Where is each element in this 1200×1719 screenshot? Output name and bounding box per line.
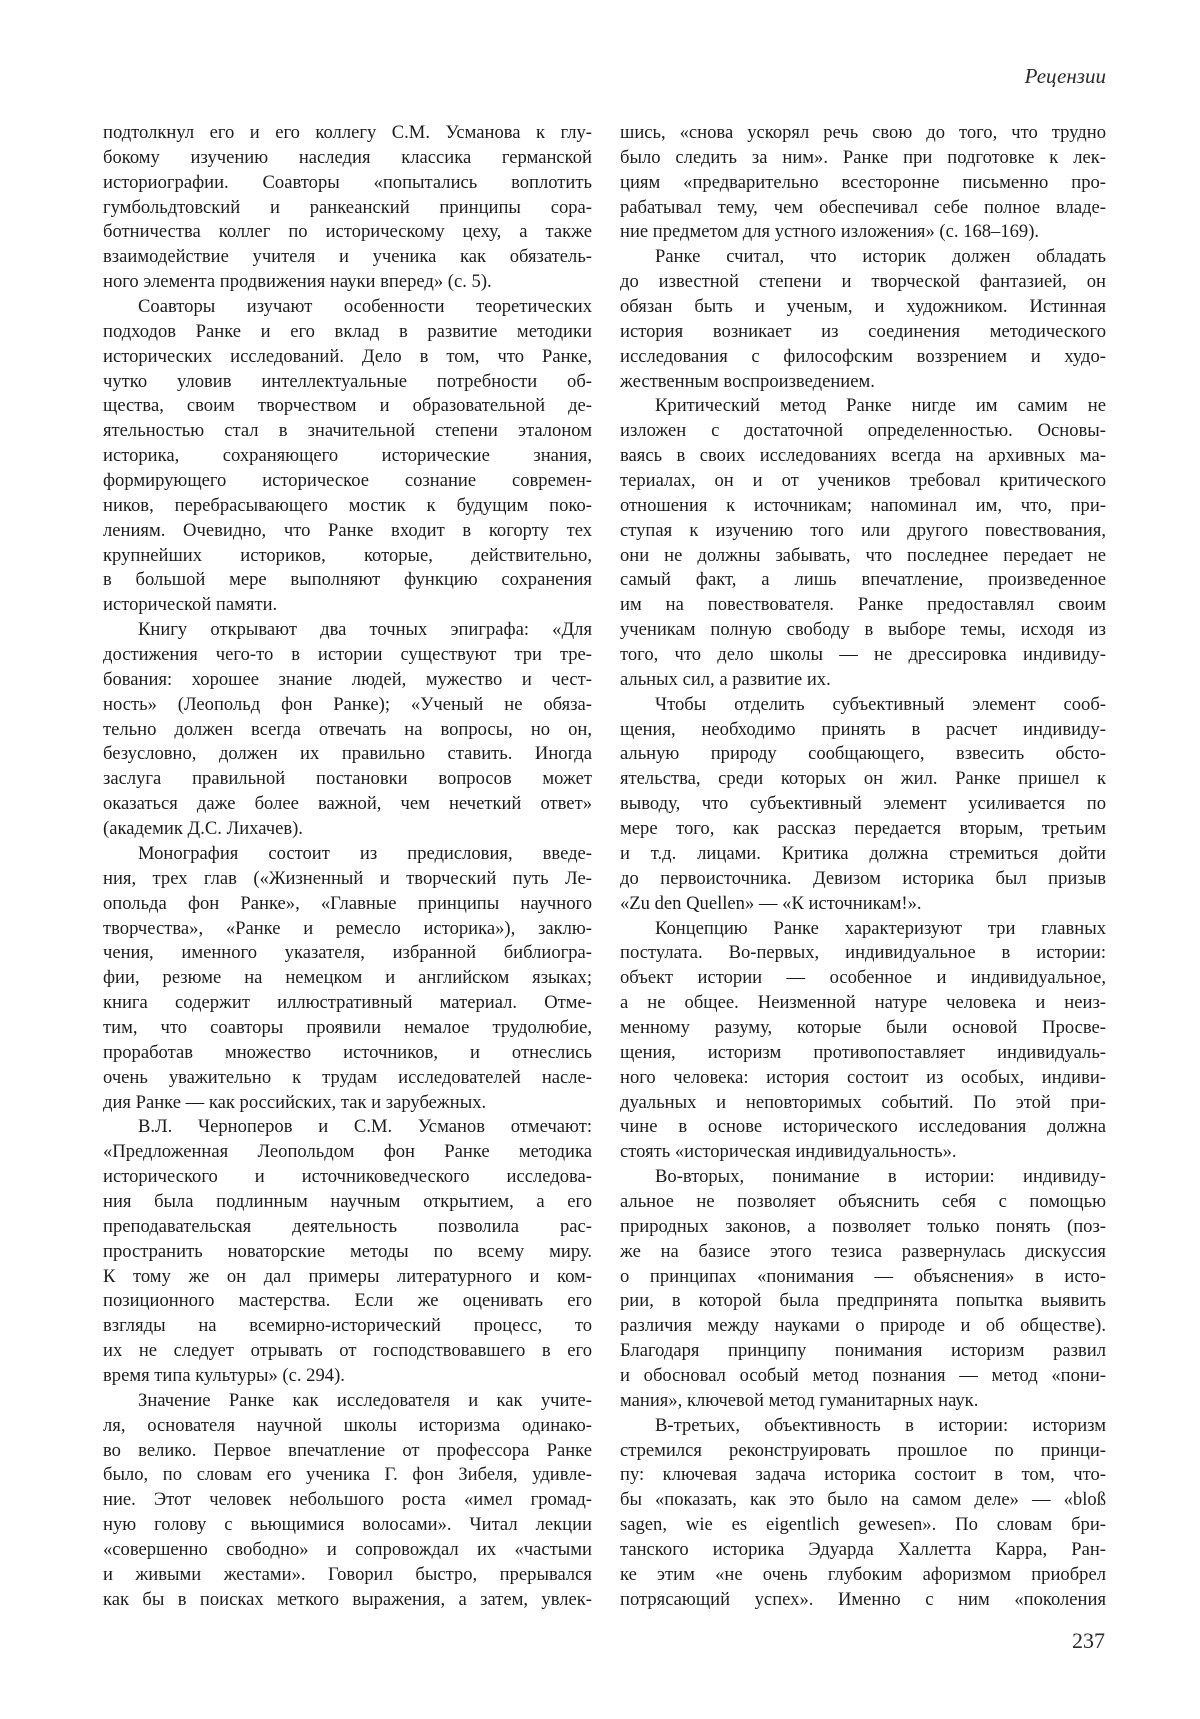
text-line: безусловно, должен их правильно ставить. Иногда	[103, 743, 592, 765]
text-line: sagen, wie es eigentlich gewesen». По словам бри-	[620, 1514, 1106, 1536]
text-line: до известной степени и творческой фантазией, он	[620, 271, 1106, 293]
text-line: пу: ключевая задача историка состоит в том, что-	[620, 1464, 1106, 1486]
text-line: взгляды на всемирно-исторический процесс, то	[103, 1315, 592, 1337]
text-line: ля, основателя научной школы историзма одинако-	[103, 1414, 592, 1436]
text-line: тим, что соавторы проявили немалое трудолюбие,	[103, 1016, 592, 1038]
text-line: фии, резюме на немецком и английском языках;	[103, 967, 592, 989]
text-line: заслуга правильной постановки вопросов может	[103, 768, 592, 790]
text-line: «Предложенная Леопольдом фон Ранке методика	[103, 1141, 592, 1163]
text-line: альную природу сообщающего, взвесить обсто-	[620, 743, 1106, 765]
text-line: ников, перебрасывающего мостик к будущим поко-	[103, 494, 592, 516]
paragraph	[620, 1414, 1106, 1613]
text-line: чения, именного указателя, избранной библиогра-	[103, 942, 592, 964]
paragraph	[103, 1389, 592, 1613]
paragraph	[103, 295, 592, 618]
text-line: до первоисточника. Девизом историка был призыв	[620, 867, 1106, 889]
text-line: ного человека: история состоит из особых, индиви-	[620, 1066, 1106, 1088]
text-line: же на базисе этого тезиса развернулась дискуссия	[620, 1240, 1106, 1262]
text-line: изложен с достаточной определенностью. Основы-	[620, 420, 1106, 442]
column-right	[620, 121, 1106, 1613]
text-line: (академик Д.С. Лихачев).	[103, 818, 303, 840]
text-line: как бы в поисках меткого выражения, а затем, увлек-	[103, 1588, 592, 1610]
text-line: а не общее. Неизменной натуре человека и неиз-	[620, 992, 1106, 1014]
text-line: стоять «историческая индивидуальность».	[620, 1141, 957, 1163]
text-line: исторической памяти.	[103, 594, 278, 616]
text-line: Монография состоит из предисловия, введе-	[138, 842, 592, 864]
text-line: бы «показать, как это было на самом деле» — «bloß	[620, 1489, 1106, 1511]
text-line: Концепцию Ранке характеризуют три главных	[655, 917, 1106, 939]
text-line: чутко уловив интеллектуальные потребности об-	[103, 370, 592, 392]
text-line: книга содержит иллюстративный материал. Отме-	[103, 992, 592, 1014]
text-line: было следить за ним». Ранке при подготовке к лек-	[620, 146, 1106, 168]
text-line: достижения чего-то в истории существуют три тре-	[103, 644, 592, 666]
text-line: чине в основе исторического исследования должна	[620, 1116, 1106, 1138]
text-line: гумбольдтовский и ранкеанский принципы сора-	[103, 196, 592, 218]
text-line: было, по словам его ученика Г. фон Зибеля, удивле-	[103, 1464, 592, 1486]
text-line: рии, в которой была предпринята попытка выявить	[620, 1290, 1106, 1312]
page-number: 237	[1072, 1628, 1105, 1653]
text-line: ную голову с вьющимися волосами». Читал лекции	[103, 1514, 592, 1536]
text-line: Критический метод Ранке нигде им самим не	[655, 395, 1106, 417]
text-line: опольда фон Ранке», «Главные принципы научного	[103, 892, 592, 914]
text-line: В-третьих, объективность в истории: историзм	[655, 1414, 1106, 1436]
text-line: щения, необходимо принять в расчет индивиду-	[620, 718, 1106, 740]
text-line: Благодаря принципу понимания историзм развил	[620, 1340, 1106, 1362]
text-line: они не должны забывать, что последнее передает не	[620, 544, 1106, 566]
text-line: и живыми жестами». Говорил быстро, прерывался	[103, 1563, 592, 1585]
text-line: им на повествователя. Ранке предоставлял своим	[620, 594, 1106, 616]
paragraph	[103, 842, 592, 1115]
text-line: отношения к источникам; напоминал им, что, при-	[620, 494, 1106, 516]
paragraph	[103, 618, 592, 842]
text-line: история возникает из соединения методического	[620, 320, 1106, 342]
text-line: «Zu den Quellen» — «К источникам!».	[620, 892, 922, 914]
text-line: потрясающий успех». Именно с ним «поколения	[620, 1588, 1106, 1610]
text-line: ваясь в своих исследованиях всегда на архивных ма-	[620, 445, 1106, 467]
paragraph	[620, 693, 1106, 917]
paragraph	[103, 1115, 592, 1388]
text-line: В.Л. Черноперов и С.М. Усманов отмечают:	[138, 1116, 592, 1138]
text-line: исторических исследований. Дело в том, что Ранке,	[103, 345, 592, 367]
text-line: подтолкнул его и его коллегу С.М. Усманова к глу-	[103, 122, 592, 143]
text-line: мере того, как рассказ передается вторым, третьим	[620, 818, 1106, 840]
text-line: ке этим «не очень глубоким афоризмом приобрел	[620, 1563, 1106, 1585]
text-line: Книгу открывают два точных эпиграфа: «Для	[138, 619, 592, 641]
column-left	[103, 121, 592, 1613]
text-line: того, что дело школы — не дрессировка индивиду-	[620, 644, 1106, 666]
text-line: пространить новаторские методы по всему миру.	[103, 1240, 592, 1262]
text-line: взаимодействие учителя и ученика как обязатель-	[103, 246, 592, 268]
text-line: о принципах «понимания — объяснения» в исто-	[620, 1265, 1106, 1287]
text-line: историографии. Соавторы «попытались воплотить	[103, 171, 592, 193]
text-line: К тому же он дал примеры литературного и ком-	[103, 1265, 592, 1287]
paragraph	[620, 394, 1106, 692]
text-line: и т.д. лицами. Критика должна стремиться дойти	[620, 842, 1106, 864]
paragraph	[620, 245, 1106, 394]
text-line: постулата. Во-первых, индивидуальное в истории:	[620, 942, 1106, 964]
text-line: историка, сохраняющего исторические знания,	[103, 445, 592, 467]
text-line: дия Ранке — как российских, так и зарубежных.	[103, 1091, 487, 1113]
text-line: «совершенно свободно» и сопровождал их «частыми	[103, 1538, 592, 1560]
text-line: альное не позволяет объяснить себя с помощью	[620, 1190, 1106, 1212]
text-line: обязан быть и ученым, и художником. Истинная	[620, 296, 1106, 318]
text-line: ятельства, среди которых он жил. Ранке пришел к	[620, 768, 1106, 790]
text-line: исторического и источниковедческого исследова-	[103, 1166, 592, 1188]
text-line: стремился реконструировать прошлое по принци-	[620, 1439, 1106, 1461]
paragraph	[103, 121, 592, 295]
text-line: самый факт, а лишь впечатление, произведенное	[620, 569, 1106, 591]
text-line: рабатывал тему, чем обеспечивал себе полное владе-	[620, 196, 1106, 218]
text-line: Значение Ранке как исследователя и как учите-	[138, 1389, 592, 1411]
text-line: и обосновал особый метод познания — метод «пони-	[620, 1364, 1106, 1386]
text-line: ботничества коллег по историческому цеху, а также	[103, 221, 592, 243]
text-line: выводу, что субъективный элемент усиливается по	[620, 793, 1106, 815]
text-line: ученикам полную свободу в выборе темы, исходя из	[620, 619, 1106, 641]
text-line: Чтобы отделить субъективный элемент сооб-	[655, 693, 1106, 715]
text-line: жественным воспроизведением.	[620, 370, 875, 392]
text-line: тельно должен всегда отвечать на вопросы, но он,	[103, 718, 592, 740]
text-line: ние предметом для устного изложения» (с. 168–169).	[620, 221, 1040, 243]
text-line: ность» (Леопольд фон Ранке); «Ученый не обяза-	[103, 693, 592, 715]
text-line: преподавательская деятельность позволила рас-	[103, 1215, 592, 1237]
text-line: танского историка Эдуарда Халлетта Карра, Ран-	[620, 1538, 1106, 1560]
text-line: териалах, он и от учеников требовал критического	[620, 470, 1106, 492]
text-line: Во-вторых, понимание в истории: индивиду-	[655, 1166, 1106, 1188]
text-line: ятельностью стал в значительной степени эталоном	[103, 420, 592, 442]
text-line: время типа культуры» (с. 294).	[103, 1364, 345, 1386]
paragraph	[620, 1165, 1106, 1414]
text-line: бокому изучению наследия классика германской	[103, 146, 592, 168]
text-line: Соавторы изучают особенности теоретических	[138, 296, 592, 318]
text-line: шись, «снова ускорял речь свою до того, что трудно	[620, 122, 1106, 143]
text-line: подходов Ранке и его вклад в развитие методики	[103, 320, 592, 342]
text-line: очень уважительно к трудам исследователей насле-	[103, 1066, 592, 1088]
text-area	[103, 121, 1106, 1613]
text-line: объект истории — особенное и индивидуальное,	[620, 967, 1106, 989]
text-line: Ранке считал, что историк должен обладать	[655, 246, 1106, 268]
running-head: Рецензии	[1024, 64, 1106, 88]
text-line: щения, историзм противопоставляет индивидуаль-	[620, 1041, 1106, 1063]
text-line: мания», ключевой метод гуманитарных наук.	[620, 1389, 979, 1411]
text-line: формирующего историческое сознание современ-	[103, 470, 592, 492]
text-line: щества, своим творчеством и образовательной де-	[103, 395, 592, 417]
text-line: менному разуму, которые были основой Просве-	[620, 1016, 1106, 1038]
text-line: ние. Этот человек небольшого роста «имел громад-	[103, 1489, 592, 1511]
text-line: бования: хорошее знание людей, мужество и чест-	[103, 668, 592, 690]
text-line: циям «предварительно всесторонне письменно про-	[620, 171, 1106, 193]
text-line: во велико. Первое впечатление от профессора Ранке	[103, 1439, 592, 1461]
text-line: ного элемента продвижения науки вперед» (с. 5).	[103, 271, 492, 293]
text-line: в большой мере выполняют функцию сохранения	[103, 569, 592, 591]
text-line: исследования с философским воззрением и худо-	[620, 345, 1106, 367]
text-line: ступая к изучению того или другого повествования,	[620, 519, 1106, 541]
text-line: ния, трех глав («Жизненный и творческий путь Ле-	[103, 867, 592, 889]
text-line: творчества», «Ранке и ремесло историка»), заклю-	[103, 917, 592, 939]
text-line: дуальных и неповторимых событий. По этой при-	[620, 1091, 1106, 1113]
text-line: альных сил, а развитие их.	[620, 668, 831, 690]
text-line: лениям. Очевидно, что Ранке входит в когорту тех	[103, 519, 592, 541]
paragraph	[620, 917, 1106, 1166]
text-line: различия между науками о природе и об обществе).	[620, 1315, 1106, 1337]
text-line: оказаться даже более важной, чем нечеткий ответ»	[103, 793, 592, 815]
text-line: позиционного мастерства. Если же оценивать его	[103, 1290, 592, 1312]
paragraph	[620, 121, 1106, 245]
text-line: крупнейших историков, которые, действительно,	[103, 544, 592, 566]
text-line: их не следует отрывать от господствовавшего в его	[103, 1340, 592, 1362]
text-line: проработав множество источников, и отнеслись	[103, 1041, 592, 1063]
text-line: ния была подлинным научным открытием, а его	[103, 1190, 592, 1212]
text-line: природных законов, а позволяет только понять (поз-	[620, 1215, 1106, 1237]
